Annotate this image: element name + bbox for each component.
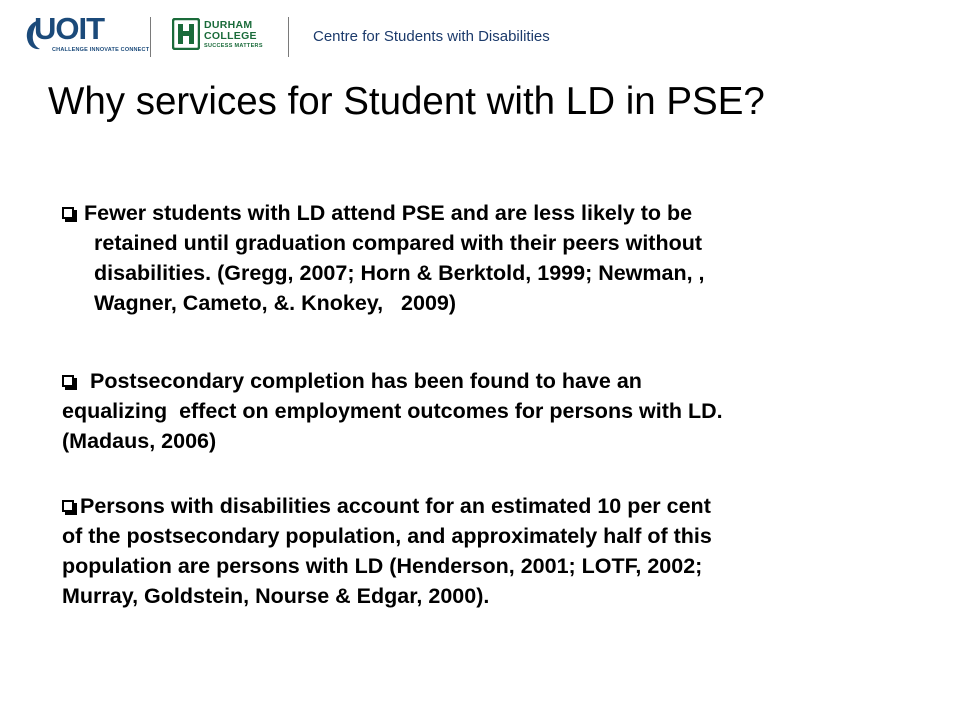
- durham-name: [204, 20, 257, 42]
- bullet-3-line-4: Murray, Goldstein, Nourse & Edgar, 2000).: [62, 584, 490, 608]
- bullet-1-line-4: Wagner, Cameto, &. Knokey, 2009): [94, 291, 457, 315]
- bullet-1-line-3: disabilities. (Gregg, 2007; Horn & Berktold, 1999; Newman, ,: [94, 261, 705, 285]
- durham-college-logo: [172, 18, 272, 54]
- uoit-wordmark: UOIT: [34, 11, 105, 46]
- durham-tagline: SUCCESS MATTERS: [204, 43, 263, 49]
- bullet-2-line-1: Postsecondary completion has been found to have an: [84, 369, 642, 393]
- bullet-1-line-1: Fewer students with LD attend PSE and are less likely to be: [84, 201, 693, 225]
- bullet-1-line-2: retained until graduation compared with their peers without: [94, 231, 703, 255]
- centre-label: Centre for Students with Disabilities: [313, 28, 550, 45]
- hollow-square-bullet-icon: [62, 207, 74, 219]
- centre-divider: [288, 17, 289, 57]
- durham-name-line1: DURHAM: [204, 19, 253, 31]
- uoit-logo: [24, 11, 150, 54]
- hollow-square-bullet-icon: [62, 500, 74, 512]
- slide-header: [0, 0, 960, 70]
- hollow-square-bullet-icon: [62, 375, 74, 387]
- bullet-point-2: [62, 366, 942, 456]
- bullet-2-line-3: (Madaus, 2006): [62, 429, 217, 453]
- bullet-3-line-1: Persons with disabilities account for an estimated 10 per cent: [80, 494, 711, 518]
- bullet-3-line-2: of the postsecondary population, and approximately half of this: [62, 524, 712, 548]
- durham-name-line2: COLLEGE: [204, 30, 257, 42]
- durham-shield-icon: [172, 18, 200, 50]
- logo-divider: [150, 17, 151, 57]
- bullet-point-1: [62, 198, 932, 318]
- uoit-tagline: CHALLENGE INNOVATE CONNECT: [52, 47, 150, 53]
- bullet-3-line-3: population are persons with LD (Henderson, 2001; LOTF, 2002;: [62, 554, 703, 578]
- slide-title: Why services for Student with LD in PSE?: [48, 80, 765, 123]
- bullet-point-3: [62, 491, 942, 611]
- bullet-2-line-2: equalizing effect on employment outcomes for persons with LD.: [62, 399, 723, 423]
